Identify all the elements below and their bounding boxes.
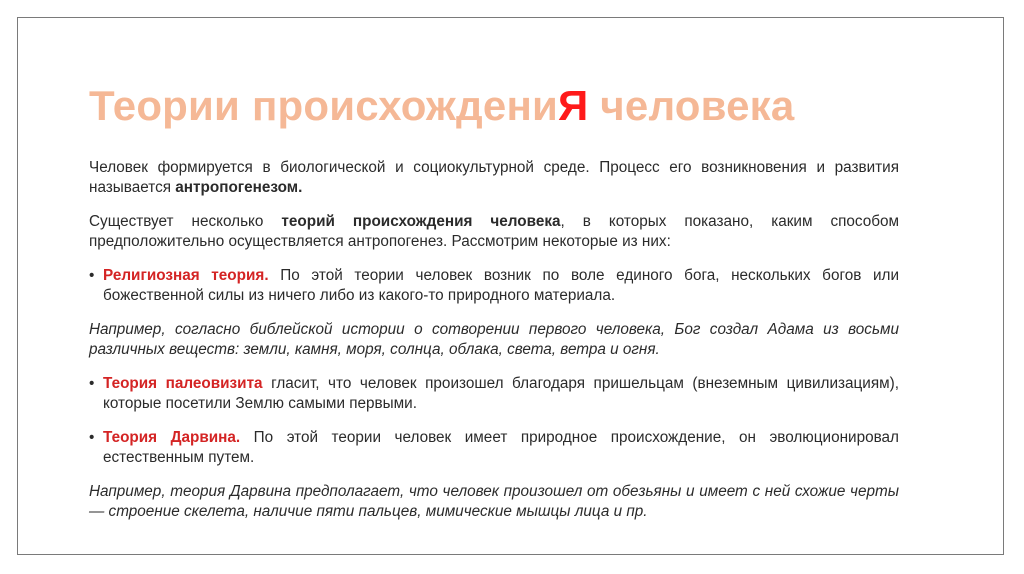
bullet-highlight: Теория палеовизита [103, 375, 263, 392]
bullet-highlight: Религиозная теория. [103, 267, 269, 284]
bullet-paleovisit-theory [89, 374, 899, 414]
paragraph-intro-bold: антропогенезом. [175, 179, 303, 196]
paragraph-theories [89, 212, 899, 252]
bullet-dot: • [89, 375, 95, 392]
slide-title [89, 82, 794, 130]
title-part3: человека [588, 82, 795, 129]
bullet-dot: • [89, 267, 95, 284]
paragraph-intro [89, 158, 899, 198]
bullet-dot: • [89, 429, 95, 446]
paragraph-theories-bold: теорий происхождения человека [281, 213, 561, 230]
paragraph-theories-text1: Существует несколько [89, 213, 282, 230]
bullet-text: гласит, что человек произошел благодаря пришельцам (внеземным цивилизациям), которые посетили Землю самыми первыми. [103, 375, 899, 412]
title-accent-letter: Я [558, 82, 589, 129]
bullet-religious-theory [89, 266, 899, 306]
paragraph-theories-text2: , в которых показано, каким способом предположительно осуществляется антропогенез. Рассмотрим некоторые из них: [89, 213, 900, 250]
example-darwin: Например, теория Дарвина предполагает, что человек произошел от обезьяны и имеет с ней схожие черты — строение скелета, наличие пяти пальцев, мимические мышцы лица и пр. [89, 483, 899, 520]
bullet-highlight: Теория Дарвина. [103, 429, 241, 446]
bullet-darwin-theory [89, 428, 899, 468]
bullet-text: По этой теории человек возник по воле единого бога, нескольких богов или божественной силы из ничего либо из какого-то природного материала. [103, 267, 899, 304]
slide-content [89, 158, 899, 536]
example-bible: Например, согласно библейской истории о сотворении первого человека, Бог создал Адама из восьми различных веществ: земли, камня, моря, солнца, облака, света, ветра и огня. [89, 321, 899, 358]
bullet-text: По этой теории человек имеет природное происхождение, он эволюционировал естественным путем. [103, 429, 899, 466]
title-part1: Теории происхождени [89, 82, 559, 129]
paragraph-intro-text: Человек формируется в биологической и социокультурной среде. Процесс его возникновения и развития называется [89, 159, 899, 196]
